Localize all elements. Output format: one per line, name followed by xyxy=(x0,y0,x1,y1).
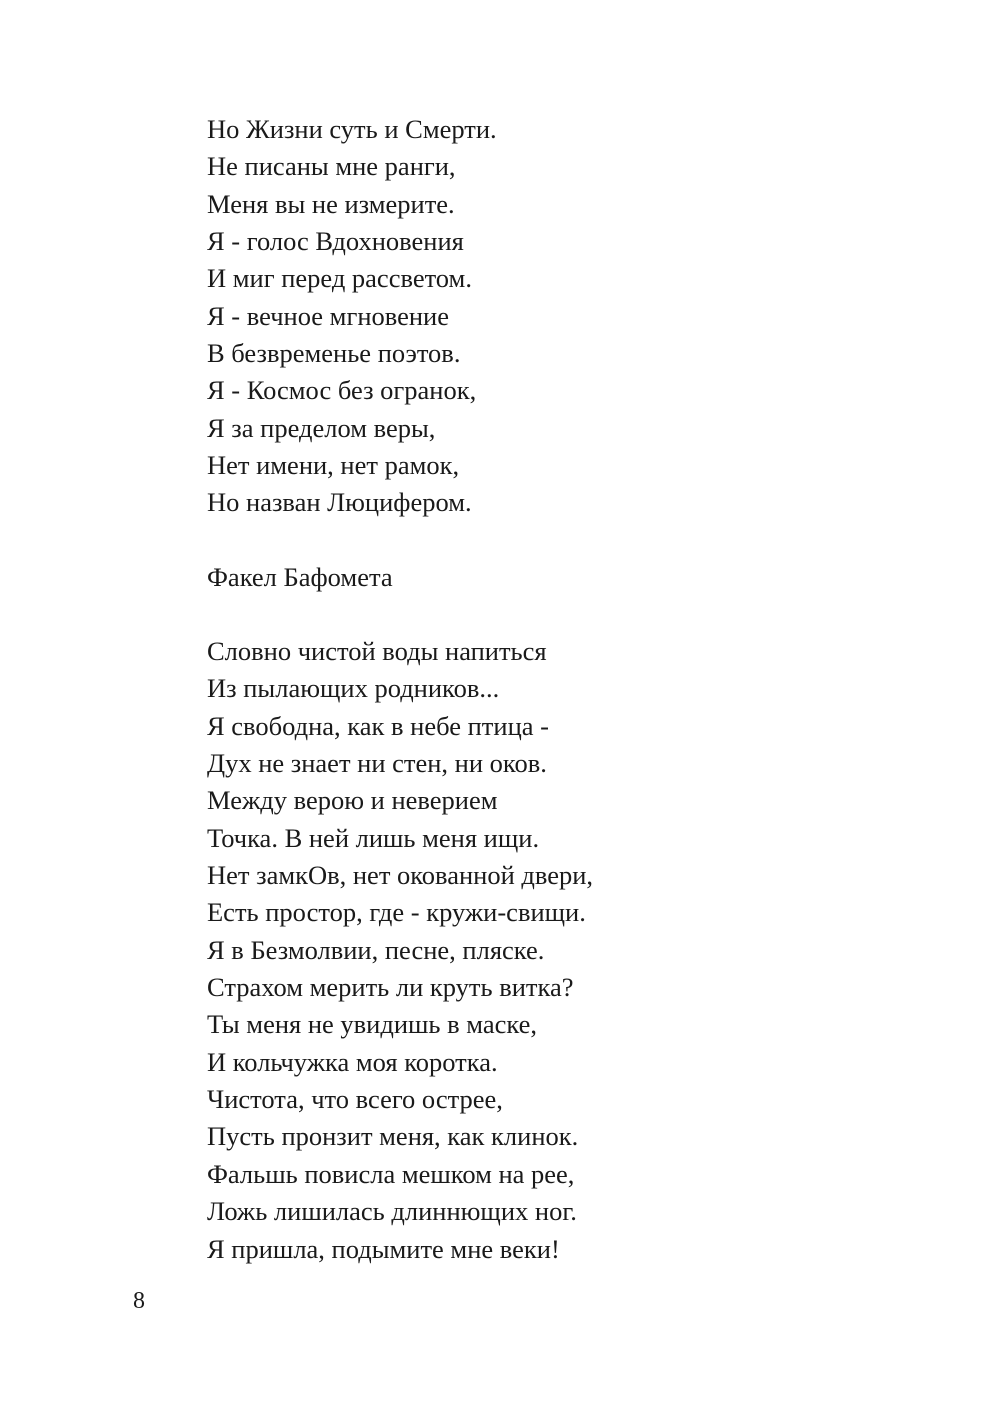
poem-line: Я - вечное мгновение xyxy=(207,300,449,331)
poem-title: Факел Бафомета xyxy=(207,562,393,592)
poem-line: Фальшь повисла мешком на рее, xyxy=(207,1158,575,1189)
poem-line: Я за пределом веры, xyxy=(207,412,436,443)
poem-line: И миг перед рассветом. xyxy=(207,263,472,294)
poem-line: Страхом мерить ли круть витка? xyxy=(207,972,574,1003)
poem-line: Пусть пронзит меня, как клинок. xyxy=(207,1121,579,1152)
poem-line: И кольчужка моя коротка. xyxy=(207,1046,498,1077)
poem-line: Но Жизни суть и Смерти. xyxy=(207,114,497,144)
poem-line: Я свободна, как в небе птица - xyxy=(207,710,549,741)
poem-line: Дух не знает ни стен, ни оков. xyxy=(207,748,547,779)
poem-line: Ты меня не увидишь в маске, xyxy=(207,1009,537,1040)
poem-line: Я - голос Вдохновения xyxy=(207,226,464,257)
poem-line: Из пылающих родников... xyxy=(207,673,500,704)
poem-line: Ложь лишилась длиннющих ног. xyxy=(207,1196,577,1227)
poem-stanza-2 xyxy=(207,633,593,1268)
poem-line: Но назван Люцифером. xyxy=(207,487,472,518)
poem-line: Есть простор, где - кружи-свищи. xyxy=(207,897,586,928)
poem-line: Нет имени, нет рамок, xyxy=(207,450,460,481)
poem-line: Меня вы не измерите. xyxy=(207,188,455,219)
poem-line: Чистота, что всего острее, xyxy=(207,1084,503,1115)
page-number: 8 xyxy=(133,1288,145,1314)
poem-line: В безвременье поэтов. xyxy=(207,338,461,369)
poem-line: Не писаны мне ранги, xyxy=(207,151,456,182)
poem-line: Точка. В ней лишь меня ищи. xyxy=(207,822,540,853)
poem-line: Я пришла, подымите мне веки! xyxy=(207,1233,560,1264)
poem-stanza-1 xyxy=(207,111,497,522)
poem-line: Я в Безмолвии, песне, пляске. xyxy=(207,934,545,965)
poem-line: Я - Космос без огранок, xyxy=(207,375,477,406)
poem-line: Словно чистой воды напиться xyxy=(207,636,547,666)
poem-line: Между верою и неверием xyxy=(207,785,498,816)
poem-line: Нет замкОв, нет окованной двери, xyxy=(207,860,594,891)
